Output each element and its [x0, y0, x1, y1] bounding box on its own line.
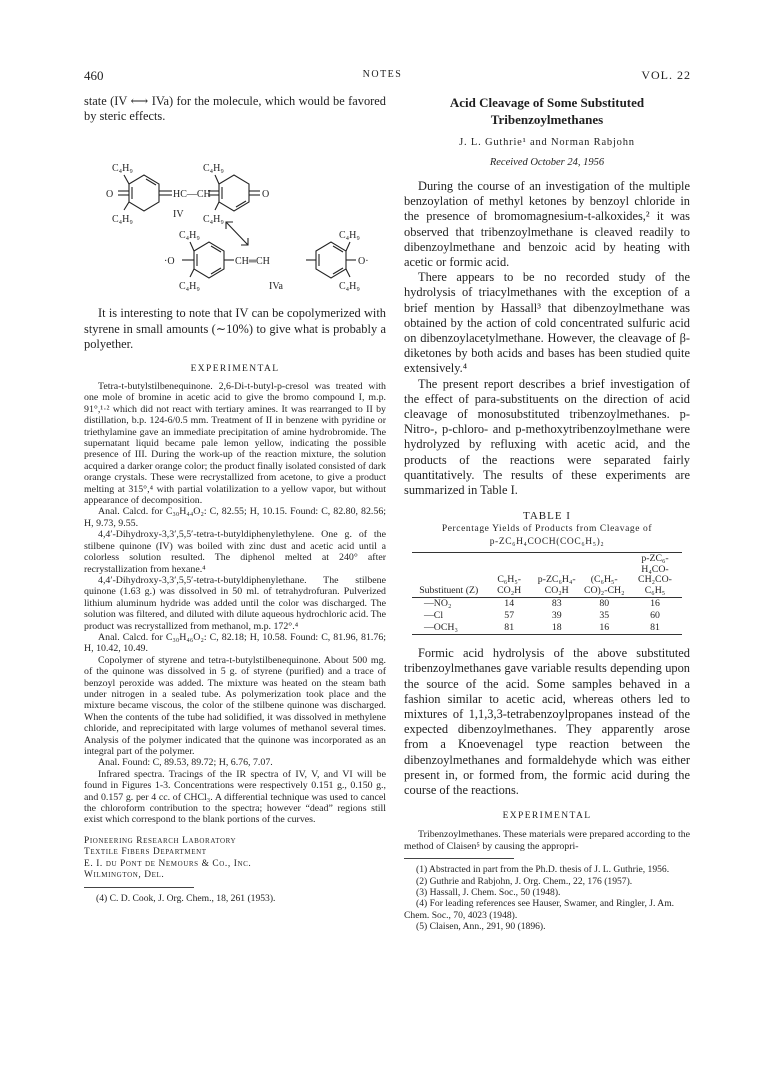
- affiliation-line: E. I. du Pont de Nemours & Co., Inc.: [84, 858, 252, 869]
- exp-left-4: 4,4′-Dihydroxy-3,3′,5,5′-tetra-t-butyldiphenylethane. The stilbene quinone (1.63 g.) was dissolved in 50 ml. of tetrahydrofuran. Pulverized lithium aluminum hydride was added until the color was discharged. The solution was filtered, and diluted with dilute aqueous hydrochloric acid. The product was recrystallized from methanol, m.p. 172°.⁴: [84, 574, 386, 632]
- page-header: [0, 68, 765, 84]
- ring-iva-left: [194, 242, 224, 278]
- ring-iv-left: [129, 175, 159, 211]
- chemical-structure-diagram: [84, 130, 386, 298]
- table-cell: 83: [551, 598, 562, 610]
- exp-right-1: Tribenzoylmethanes. These materials were prepared according to the method of Claisen⁵ by causing the appropri-: [404, 829, 691, 852]
- table-cell: 18: [533, 622, 581, 635]
- table-cell: 39: [551, 610, 562, 622]
- radical-o-left: ·O: [164, 256, 175, 268]
- paragraph-3: The present report describes a brief investigation of the effect of para-substituents on the direction of acid cleavage of monosubstituted tribenzoylmethanes. p-Nitro-, p-chloro- and p-methoxytribenzoylmethane were hydrolyzed by refluxing with acetic acid, and the products of the reactions were separated fairly quantitatively. The results of these experiments are summarized in Table I.: [404, 376, 690, 498]
- intro-text: state (IV ⟷ IVa) for the molecule, which would be favored by steric effects.: [84, 94, 386, 124]
- sub-iva-top-left: C₄H₉: [179, 230, 200, 242]
- experimental-heading-left: EXPERIMENTAL: [190, 364, 280, 375]
- copolymer-paragraph: It is interesting to note that IV can be copolymerized with styrene in small amounts (∼10%) to give what is probably a polyether.: [84, 306, 386, 351]
- article-authors: J. L. Guthrie¹ and Norman Rabjohn: [459, 137, 635, 148]
- yields-table: [412, 552, 682, 635]
- table-cell: —Cl: [424, 610, 444, 622]
- table-header: Substituent (Z): [419, 584, 479, 596]
- footnote: (1) Abstracted in part from the Ph.D. thesis of J. L. Guthrie, 1956.: [416, 864, 670, 876]
- bridge-iva: CH═CH: [235, 256, 270, 268]
- sub-iva-bottom-right: C₄H₉: [339, 281, 360, 293]
- exp-left-1: Tetra-t-butylstilbenequinone. 2,6-Di-t-butyl-p-cresol was treated with one mole of bromine in acetic acid to give the bromo compound I, m.p. 91°,¹·² which did not react with tertiary amines. It was rearranged to II by distillation, b.p. 124-6/0.5 mm. Treatment of II in benzene with pyridine or triethylamine gave an immediate precipitation of amine hydrobromide. The supernatant liquid became pale lemon yellow, indicating the possible presence of III. During the work-up of the reaction mixture, the solution acquired a darker orange color; the product finally isolated consisted of dark orange crystals. These were recrystallized from acetone, to give a product melting at 315°,⁴ with partial volatilization to a yellow vapor, but without appearance of decomposition.: [84, 381, 386, 507]
- affiliation-line: Pioneering Research Laboratory: [84, 835, 237, 846]
- experimental-heading-right: EXPERIMENTAL: [502, 811, 592, 822]
- table-row: [412, 598, 682, 611]
- experimental-section-left: [84, 381, 386, 826]
- table-header: p-ZC₆H₄-CO₂H: [537, 574, 576, 596]
- footnote: (2) Guthrie and Rabjohn, J. Org. Chem., 22, 176 (1957).: [416, 875, 633, 887]
- table-cell: —NO₂: [424, 598, 452, 610]
- ring-iv-right: [219, 175, 249, 211]
- table-cell: 60: [650, 610, 660, 622]
- bridge-iv: HC—CH: [173, 189, 211, 201]
- label-iv: IV: [173, 209, 184, 221]
- sub-iva-top-right: C₄H₉: [339, 230, 360, 242]
- running-title: NOTES: [362, 69, 403, 80]
- paragraph-2: There appears to be no recorded study of the hydrolysis of triacylmethanes with the exception of a brief mention by Hassall³ that dibenzoylmethane was obtained by the action of cold concentrated sulfuric acid on dibenzoylacetylmethane. However, the cleavage of β-diketones by both acids and bases has been studied quite extensively.⁴: [404, 270, 690, 376]
- table-cell: 57: [504, 610, 515, 622]
- table-title: TABLE I: [523, 510, 571, 523]
- table-subtitle: Percentage Yields of Products from Cleavage of: [441, 524, 653, 535]
- page-number: 460: [84, 68, 104, 83]
- table-header: p-ZC₆-H₄CO-CH₂CO-C₆H₅: [638, 553, 672, 596]
- exp-left-7: Anal. Found: C, 89.53, 89.72; H, 6.76, 7.07.: [98, 757, 273, 769]
- article-body: [404, 179, 690, 498]
- footnote-left: (4) C. D. Cook, J. Org. Chem., 18, 261 (1953).: [96, 893, 276, 905]
- table-row: [412, 610, 682, 622]
- affiliation-line: Textile Fibers Department: [84, 847, 207, 858]
- table-cell: 16: [650, 598, 660, 610]
- paragraph-1: During the course of an investigation of the multiple benzoylation of methyl ketones by benzoyl chloride in the presence of bromomagnesium-t-alkoxides,² it was observed that tribenzoylmethane is cleaved readily to dibenzoylmethane and benzoic acid by heating with acetic or formic acid.: [404, 179, 690, 270]
- structure-svg: [84, 130, 386, 298]
- table-header: C₆H₅-CO₂H: [497, 574, 522, 596]
- table-cell: —OCH₃: [412, 622, 485, 635]
- radical-o-right: O·: [358, 256, 369, 268]
- table-cell: 80: [599, 598, 610, 610]
- oxygen-iv-right: O: [262, 189, 270, 201]
- paragraph-4: Formic acid hydrolysis of the above substituted tribenzoylmethanes gave variable results depending upon the source of the acid. Some samples behaved in a fashion similar to acetic acid, whereas others led to mixtures of 1,1,3,3-tetrabenzoylpropanes instead of the expected dibenzoylmethanes. They apparently arose from a Knoevenagel type reaction between the dibenzoylmethanes and formaldehyde which was either present in, or formed from, the formic acid during the course of the reactions.: [404, 646, 690, 798]
- exp-left-3: 4,4′-Dihydroxy-3,3′,5,5′-tetra-t-butyldiphenylethylene. One g. of the stilbene quinone (IV) was boiled with zinc dust and acetic acid until a colorless solution resulted. The diphenol melted at 240° after recrystallization from hexane.⁴: [84, 529, 386, 575]
- footnote: (5) Claisen, Ann., 291, 90 (1896).: [416, 921, 546, 933]
- footnote-rule-left: [84, 887, 194, 888]
- exp-left-6: Copolymer of styrene and tetra-t-butylstilbenequinone. About 500 mg. of the quinone was dissolved in 5 g. of styrene (purified) and a trace of benzoyl peroxide was added. The mixture was heated on the steam bath under nitrogen in a sealed tube. As polymerization took place and the mixture became viscous, the color of the stilbene quinone was discharged. When the contents of the tube had solidified, it was dissolved in methylene chloride, and reprecipitated with large volumes of methanol several times. Analysis of the polymer indicated that the quinone was incorporated as an integral part of the polymer.: [84, 654, 386, 758]
- table-cell: 81: [485, 622, 533, 635]
- oxygen-iv-left: O: [106, 189, 114, 201]
- right-column: [404, 94, 690, 933]
- sub-iv-top-right: C₄H₉: [203, 163, 224, 175]
- footnote: (4) For leading references see Hauser, Swamer, and Ringler, J. Am. Chem. Soc., 70, 4023 (1948).: [404, 898, 675, 921]
- table-cell: 35: [599, 610, 610, 622]
- footnotes-right: [404, 864, 690, 932]
- exp-left-5: Anal. Calcd. for C₃₀H₄₆O₂: C, 82.18; H, 10.58. Found: C, 81.96, 81.76; H, 10.42, 10.49.: [84, 631, 386, 655]
- sub-iv-bottom-left: C₄H₉: [112, 214, 133, 226]
- exp-left-8: Infrared spectra. Tracings of the IR spectra of IV, V, and VI will be found in Figures 1-3. Concentrations were respectively 0.151 g., 0.150 g., and 0.157 g. per 4 cc. of CHCl₃. A differential technique was used to cancel the chloroform contribution to the spectra; however “dead” regions still exist which correspond to the blank portions of the curves.: [84, 768, 386, 826]
- exp-left-2: Anal. Calcd. for C₃₀H₄₄O₂: C, 82.55; H, 10.15. Found: C, 82.80, 82.56; H, 9.73, 9.55.: [84, 506, 386, 529]
- table-cell: 16: [580, 622, 628, 635]
- sub-iva-bottom-left: C₄H₉: [179, 281, 200, 293]
- sub-iv-top-left: C₄H₉: [112, 163, 133, 175]
- table-subtitle-formula: p-ZC₆H₄COCH(COC₆H₅)₂: [489, 537, 605, 548]
- affiliation-line: Wilmington, Del.: [84, 870, 165, 881]
- volume-label: VOL. 22: [641, 68, 691, 82]
- ring-iva-right: [316, 242, 346, 278]
- table-header: (C₆H₅-CO)₂-CH₂: [583, 574, 625, 596]
- label-iva: IVa: [269, 281, 283, 293]
- table-caption: [404, 510, 690, 548]
- article-title: Acid Cleavage of Some Substituted Tribenzoylmethanes: [449, 95, 645, 127]
- table-header-row: [412, 553, 682, 598]
- affiliation-block: [84, 836, 386, 882]
- received-date: Received October 24, 1956: [489, 157, 605, 168]
- footnote: (3) Hassall, J. Chem. Soc., 50 (1948).: [416, 886, 561, 898]
- table-cell: 81: [628, 622, 682, 635]
- left-column: [84, 94, 386, 905]
- table-row: [412, 622, 682, 635]
- table-cell: 14: [504, 598, 515, 610]
- sub-iv-bottom-right: C₄H₉: [203, 214, 224, 226]
- footnote-rule-right: [404, 858, 514, 859]
